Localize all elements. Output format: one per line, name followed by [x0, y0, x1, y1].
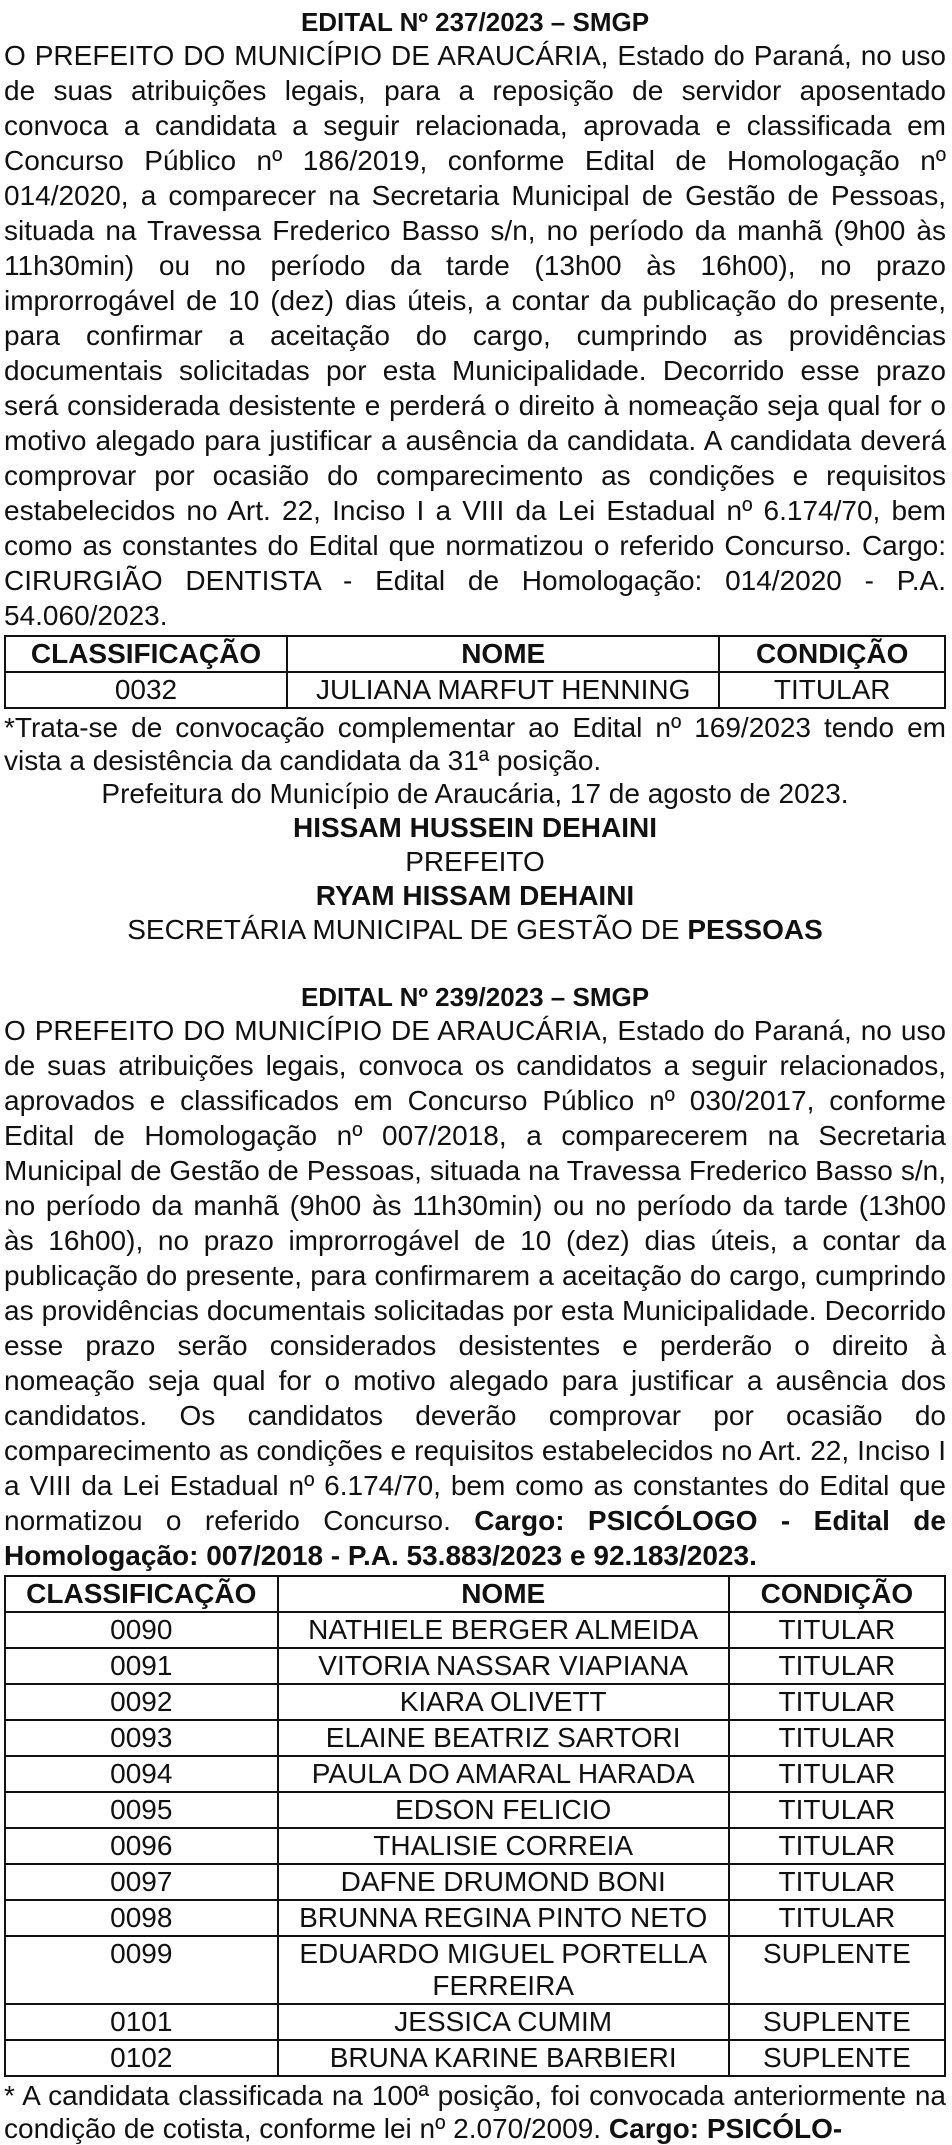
cell-nome: ELAINE BEATRIZ SARTORI	[278, 1720, 729, 1756]
cell-nome: DAFNE DRUMOND BONI	[278, 1864, 729, 1900]
table-row	[5, 1828, 945, 1864]
cell-condicao: SUPLENTE	[729, 2004, 945, 2040]
signer-prefeito-role: PREFEITO	[405, 846, 545, 877]
cell-nome: THALISIE CORREIA	[278, 1828, 729, 1864]
cell-condicao: TITULAR	[729, 1828, 945, 1864]
edital-237-table-body	[5, 672, 945, 708]
column-header-classificacao: CLASSIFICAÇÃO	[5, 636, 287, 672]
cell-classificacao: 0092	[5, 1684, 278, 1720]
cell-nome: JULIANA MARFUT HENNING	[287, 672, 719, 708]
cell-nome: VITORIA NASSAR VIAPIANA	[278, 1648, 729, 1684]
edital-237-title: EDITAL Nº 237/2023 – SMGP	[300, 7, 650, 37]
cell-nome: JESSICA CUMIM	[278, 2004, 729, 2040]
cell-condicao: SUPLENTE	[729, 2040, 945, 2076]
cell-condicao: TITULAR	[719, 672, 945, 708]
table-row	[5, 1720, 945, 1756]
table-row	[5, 2040, 945, 2076]
column-header-classificacao: CLASSIFICAÇÃO	[5, 1576, 278, 1612]
cell-nome: NATHIELE BERGER ALMEIDA	[278, 1612, 729, 1648]
cell-condicao: SUPLENTE	[729, 1936, 945, 2004]
cell-classificacao: 0097	[5, 1864, 278, 1900]
signer-secretaria-role	[4, 913, 946, 947]
cell-condicao: TITULAR	[729, 1684, 945, 1720]
cell-nome: BRUNNA REGINA PINTO NETO	[278, 1900, 729, 1936]
cell-nome: KIARA OLIVETT	[278, 1684, 729, 1720]
cell-classificacao: 0101	[5, 2004, 278, 2040]
cell-classificacao: 0090	[5, 1612, 278, 1648]
edital-239-body	[4, 1013, 946, 1573]
cell-classificacao: 0094	[5, 1756, 278, 1792]
edital-237-table	[4, 635, 946, 709]
cell-classificacao: 0096	[5, 1828, 278, 1864]
edital-239-table	[4, 1575, 946, 2077]
signer-secretaria-role-bold: PESSOAS	[687, 914, 823, 945]
column-header-condicao: CONDIÇÃO	[729, 1576, 945, 1612]
table-header-row	[5, 1576, 945, 1612]
table-row	[5, 1792, 945, 1828]
table-row	[5, 1900, 945, 1936]
cell-condicao: TITULAR	[729, 1792, 945, 1828]
cell-nome: PAULA DO AMARAL HARADA	[278, 1756, 729, 1792]
table-row	[5, 1612, 945, 1648]
edital-239-title: EDITAL Nº 239/2023 – SMGP	[300, 982, 650, 1012]
table-row	[5, 1648, 945, 1684]
table-header-row	[5, 636, 945, 672]
section-spacer	[4, 947, 946, 981]
cell-nome: BRUNA KARINE BARBIERI	[278, 2040, 729, 2076]
cell-condicao: TITULAR	[729, 1612, 945, 1648]
edital-237-body: O PREFEITO DO MUNICÍPIO DE ARAUCÁRIA, Estado do Paraná, no uso de suas atribuições legais, para a reposição de servidor aposentado convoca a candidata a seguir relacionada, aprovada e classificada em Concurso Público nº 186/2019, conforme Edital de Homologação nº 014/2020, a comparecer na Secretaria Municipal de Gestão de Pessoas, situada na Travessa Frederico Basso s/n, no período da manhã (9h00 às 11h30min) ou no período da tarde (13h00 às 16h00), no prazo improrrogável de 10 (dez) dias úteis, a contar da publicação do presente, para confirmar a aceitação do cargo, cumprindo as providências documentais solicitadas por esta Municipalidade. Decorrido esse prazo será considerada desistente e perderá o direito à nomeação seja qual for o motivo alegado para justificar a ausência da candidata. A candidata deverá comprovar por ocasião do comparecimento as condições e requisitos estabelecidos no Art. 22, Inciso I a VIII da Lei Estadual nº 6.174/70, bem como as constantes do Edital que normatizou o referido Concurso. Cargo: CIRURGIÃO DENTISTA - Edital de Homologação: 014/2020 - P.A. 54.060/2023.	[4, 40, 946, 631]
cell-classificacao: 0091	[5, 1648, 278, 1684]
edital-239-note	[4, 2079, 946, 2145]
column-header-nome: NOME	[278, 1576, 729, 1612]
column-header-condicao: CONDIÇÃO	[719, 636, 945, 672]
signer-secretaria-role-prefix: SECRETÁRIA MUNICIPAL DE GESTÃO DE	[127, 914, 680, 945]
cell-classificacao: 0093	[5, 1720, 278, 1756]
edital-239-note-text: * A candidata classificada na 100ª posição, foi convocada anteriormente na condição de cotista, conforme lei nº 2.070/2009.	[4, 2080, 946, 2144]
table-row	[5, 2004, 945, 2040]
cell-nome: EDSON FELICIO	[278, 1792, 729, 1828]
edital-239-note-cargo: Cargo: PSICÓLO-	[608, 2113, 843, 2144]
column-header-nome: NOME	[287, 636, 719, 672]
table-row	[5, 672, 945, 708]
table-row	[5, 1864, 945, 1900]
cell-condicao: TITULAR	[729, 1648, 945, 1684]
cell-nome: EDUARDO MIGUEL PORTELLA FERREIRA	[278, 1936, 729, 2004]
edital-237-note: *Trata-se de convocação complementar ao Edital nº 169/2023 tendo em vista a desistência da candidata da 31ª posição.	[4, 712, 946, 776]
table-row	[5, 1756, 945, 1792]
table-row	[5, 1936, 945, 2004]
signer-prefeito-name: HISSAM HUSSEIN DEHAINI	[292, 812, 658, 843]
edital-239-cargo: Cargo: PSICÓLOGO - Edital de Homologação: 007/2018 - P.A. 53.883/2023 e 92.183/2023.	[4, 1505, 946, 1571]
signer-secretaria-name: RYAM HISSAM DEHAINI	[315, 880, 635, 911]
cell-classificacao: 0099	[5, 1936, 278, 2004]
table-row	[5, 1684, 945, 1720]
cell-condicao: TITULAR	[729, 1720, 945, 1756]
cell-condicao: TITULAR	[729, 1864, 945, 1900]
cell-condicao: TITULAR	[729, 1900, 945, 1936]
cell-condicao: TITULAR	[729, 1756, 945, 1792]
cell-classificacao: 0102	[5, 2040, 278, 2076]
cell-classificacao: 0095	[5, 1792, 278, 1828]
cell-classificacao: 0032	[5, 672, 287, 708]
cell-classificacao: 0098	[5, 1900, 278, 1936]
place-date: Prefeitura do Município de Araucária, 17 de agosto de 2023.	[101, 778, 849, 809]
edital-239-body-text: O PREFEITO DO MUNICÍPIO DE ARAUCÁRIA, Estado do Paraná, no uso de suas atribuições legais, convoca os candidatos a seguir relacionados, aprovados e classificados em Concurso Público nº 030/2017, conforme Edital de Homologação nº 007/2018, a comparecerem na Secretaria Municipal de Gestão de Pessoas, situada na Travessa Frederico Basso s/n, no período da manhã (9h00 às 11h30min) ou no período da tarde (13h00 às 16h00), no prazo improrrogável de 10 (dez) dias úteis, a contar da publicação do presente, para confirmarem a aceitação do cargo, cumprindo as providências documentais solicitadas por esta Municipalidade. Decorrido esse prazo serão considerados desistentes e perderão o direito à nomeação seja qual for o motivo alegado para justificar a ausência dos candidatos. Os candidatos deverão comprovar por ocasião do comparecimento as condições e requisitos estabelecidos no Art. 22, Inciso I a VIII da Lei Estadual nº 6.174/70, bem como as constantes do Edital que normatizou o referido Concurso.	[4, 1015, 946, 1536]
edital-239-table-body	[5, 1612, 945, 2076]
